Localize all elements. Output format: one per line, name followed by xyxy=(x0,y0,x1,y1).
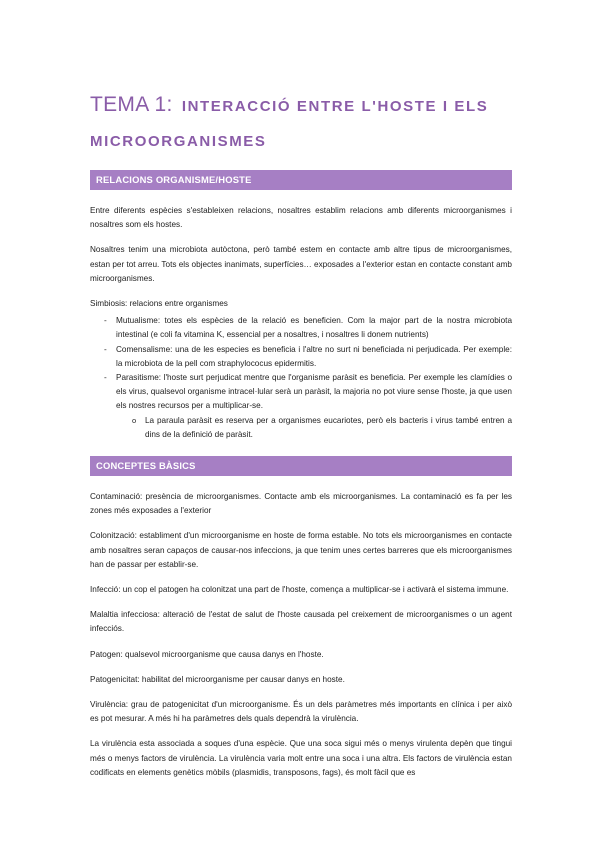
paragraph: Contaminació: presència de microorganismes. Contacte amb els microorganismes. La contaminació es fa per les zones més exposades a l'exterior xyxy=(90,492,512,516)
paragraph: Entre diferents espècies s'estableixen relacions, nosaltres establim relacions amb diferents microorganismes i nosaltres som els hostes. xyxy=(90,206,512,230)
page-title xyxy=(90,86,512,156)
paragraph: Simbiosis: relacions entre organismes xyxy=(90,299,228,309)
title-sub: INTERACCIÓ ENTRE L'HOSTE I ELS MICROORGANISMES xyxy=(90,98,489,150)
sub-list-item: o La paraula paràsit es reserva per a organismes eucariotes, però els bacteris i virus també entren a dins de la definició de paràsit. xyxy=(90,414,512,442)
list-item: - Comensalisme: una de les especies es beneficia i l'altre no surt ni beneficiada ni perjudicada. Per exemple: la microbiota de la pell com straphylococus epidermitis. xyxy=(90,343,512,371)
title-main: TEMA 1: xyxy=(90,93,173,116)
paragraph: Infecció: un cop el patogen ha colonitzat una part de l'hoste, comença a multiplicar-se i activarà el sistema immune. xyxy=(90,585,509,595)
symbiosis-list xyxy=(90,314,512,413)
paragraph: Patogenicitat: habilitat del microorganisme per causar danys en hoste. xyxy=(90,674,345,684)
paragraph: La virulència esta associada a soques d'una espècie. Que una soca sigui més o menys virulenta depèn que tingui més o menys factors de virulència. La virulència varia molt entre una soca i una altra. Els factors de virulència estan codificats en elements genètics mòbils (plasmidis, transposons, fags), és molt fàcil que es xyxy=(90,739,512,777)
paragraph: Patogen: qualsevol microorganisme que causa danys en l'hoste. xyxy=(90,649,324,659)
paragraph: Malaltia infecciosa: alteració de l'estat de salut de l'hoste causada pel creixement de microorganismes o un agent infecciós. xyxy=(90,610,512,634)
paragraph: Virulència: grau de patogenicitat d'un microorganisme. És un dels paràmetres més importants en clínica i per això es pot mesurar. A més hi ha paràmetres dels quals dependrà la virulència. xyxy=(90,700,512,724)
list-item: - Parasitisme: l'hoste surt perjudicat mentre que l'organisme paràsit es beneficia. Per exemple les clamídies o els virus, qualsevol organisme intracel·lular serà un paràsit, la majoria no pot viure sense l'hoste, ja que usen els nostres recursos per a multiplicar-se. xyxy=(90,371,512,414)
paragraph: Nosaltres tenim una microbiota autòctona, però també estem en contacte amb altre tipus de microorganismes, estan per tot arreu. Tots els objectes inanimats, superfícies… exposades a l'exterior estan en contacte constant amb microorganismes. xyxy=(90,245,512,283)
section-heading-relacions: RELACIONS ORGANISME/HOSTE xyxy=(90,170,512,190)
list-item: - Mutualisme: totes els espècies de la relació es beneficien. Com la major part de la nostra microbiota intestinal (e coli fa vitamina K, essencial per a nosaltres, i nosaltres li donem nutrients) xyxy=(90,314,512,342)
sub-list xyxy=(90,414,512,442)
paragraph: Colonització: establiment d'un microorganisme en hoste de forma estable. No tots els microorganismes en contacte amb nosaltres seran capaços de causar-nos infeccions, ja que tenim unes certes barreres que els microorganismes han de passar per establir-se. xyxy=(90,531,512,569)
document-page xyxy=(90,86,512,780)
section-heading-conceptes: CONCEPTES BÀSICS xyxy=(90,456,512,476)
